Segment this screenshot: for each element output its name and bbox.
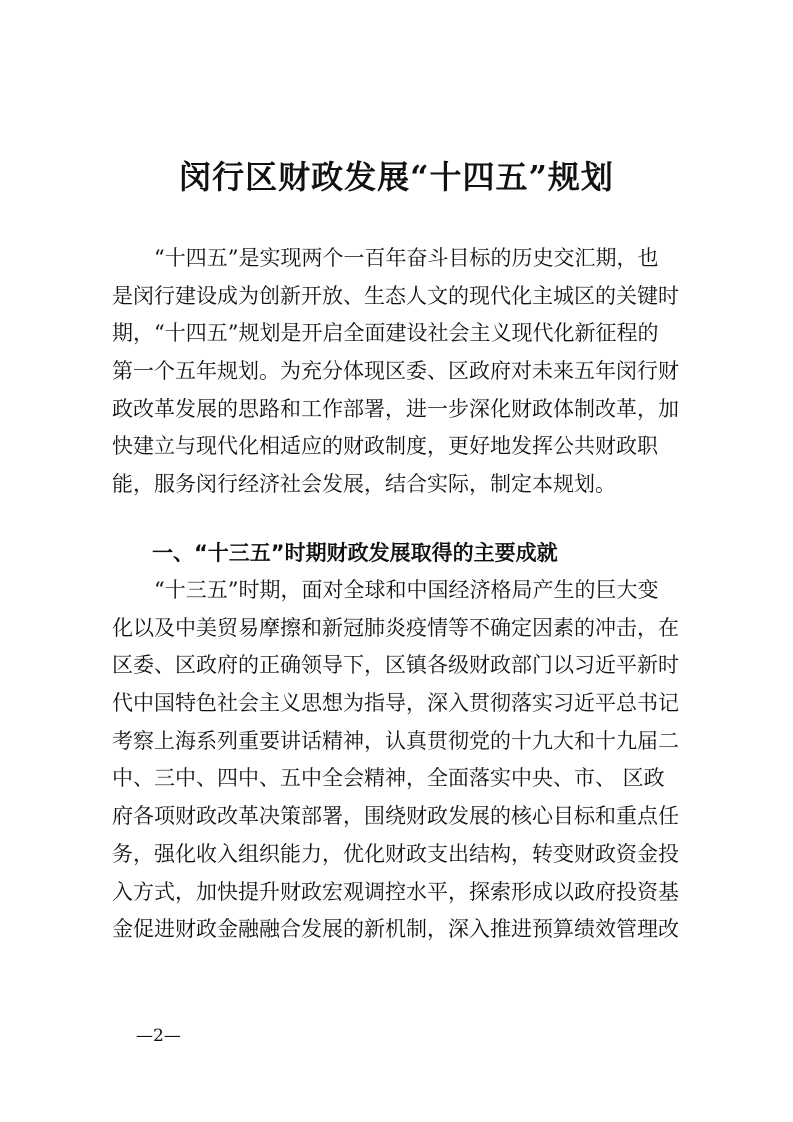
paragraph-line: 中、三中、四中、五中全会精神，全面落实中央、市、 区政 <box>112 766 665 791</box>
section-heading: 一、“十三五”时期财政发展取得的主要成就 <box>152 541 558 565</box>
paragraph-line: 府各项财政改革决策部署，围绕财政发展的核心目标和重点任 <box>112 804 679 829</box>
paragraph-line: 代中国特色社会主义思想为指导，深入贯彻落实习近平总书记 <box>112 691 679 716</box>
paragraph-line: 务，强化收入组织能力，优化财政支出结构，转变财政资金投 <box>112 841 679 866</box>
paragraph-line: “十三五”时期，面对全球和中国经济格局产生的巨大变 <box>112 578 659 602</box>
section-paragraph <box>112 572 686 949</box>
paragraph-line: 区委、区政府的正确领导下，区镇各级财政部门以习近平新时 <box>112 653 679 678</box>
document-title: 闵行区财政发展“十四五”规划 <box>179 158 614 196</box>
paragraph-line: 化以及中美贸易摩擦和新冠肺炎疫情等不确定因素的冲击，在 <box>112 615 679 640</box>
paragraph-line: 入方式，加快提升财政宏观调控水平，探索形成以政府投资基 <box>112 879 679 904</box>
page-number: —2— <box>136 1026 181 1046</box>
paragraph-line: 快建立与现代化相适应的财政制度，更好地发挥公共财政职 <box>112 434 658 459</box>
paragraph-line: 是闵行建设成为创新开放、生态人文的现代化主城区的关键时 <box>112 283 679 308</box>
paragraph-line: 考察上海系列重要讲话精神，认真贯彻党的十九大和十九届二 <box>112 728 679 753</box>
paragraph-line: 能，服务闵行经济社会发展，结合实际，制定本规划。 <box>112 472 616 497</box>
paragraph-line: 期，“十四五”规划是开启全面建设社会主义现代化新征程的 <box>112 321 659 346</box>
paragraph-line: “十四五”是实现两个一百年奋斗目标的历史交汇期，也 <box>112 246 659 270</box>
paragraph-line: 金促进财政金融融合发展的新机制，深入推进预算绩效管理改 <box>112 917 679 942</box>
paragraph-line: 政改革发展的思路和工作部署，进一步深化财政体制改革，加 <box>112 396 679 421</box>
paragraph-line: 第一个五年规划。为充分体现区委、区政府对未来五年闵行财 <box>112 359 679 384</box>
intro-paragraph <box>112 240 686 504</box>
